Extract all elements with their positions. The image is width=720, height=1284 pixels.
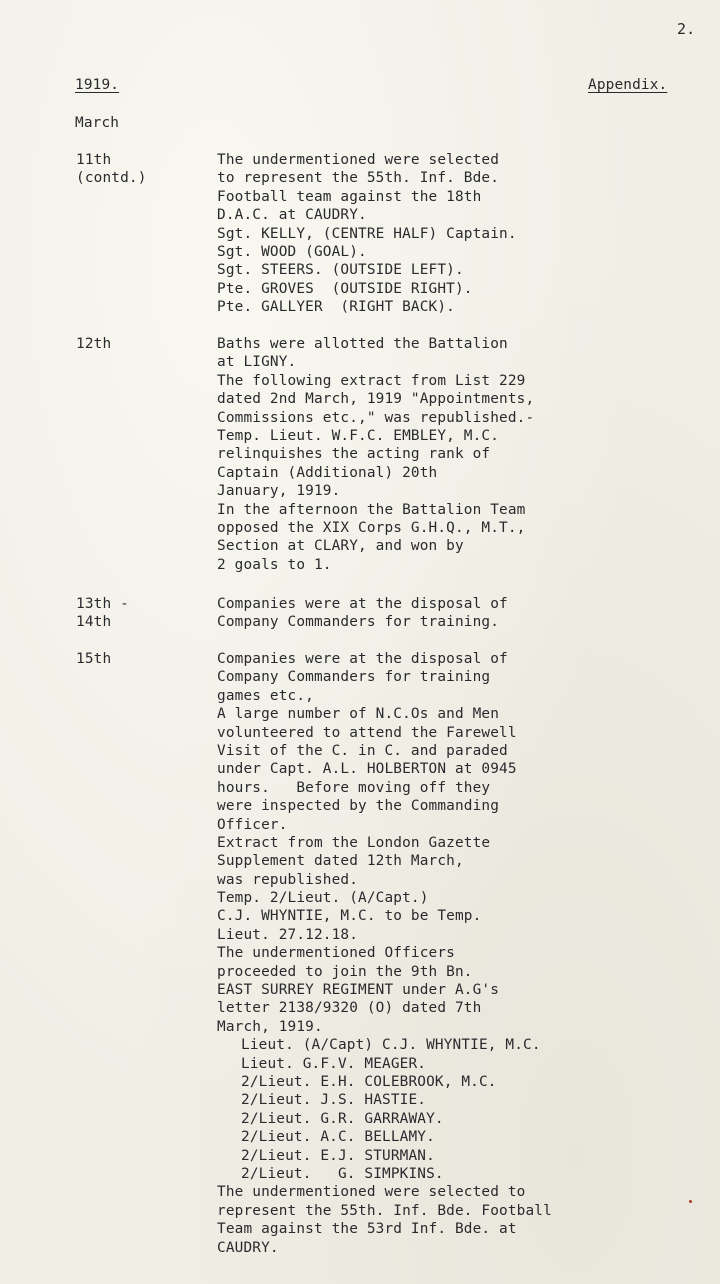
text-line: Section at CLARY, and won by <box>217 538 464 555</box>
text-line: EAST SURREY REGIMENT under A.G's <box>217 982 500 999</box>
text-line: Company Commanders for training. <box>217 614 500 631</box>
date-line: 14th <box>76 614 112 631</box>
text-line: Team against the 53rd Inf. Bde. at <box>217 1221 517 1238</box>
text-line: Commissions etc.," was republished.- <box>217 409 535 426</box>
text-line: The undermentioned Officers <box>217 945 455 962</box>
text-line: relinquishes the acting rank of <box>217 446 491 463</box>
text-line: Sgt. KELLY, (CENTRE HALF) Captain. <box>217 225 517 242</box>
entry-text <box>217 151 517 317</box>
text-line: dated 2nd March, 1919 "Appointments, <box>217 391 535 408</box>
officer-line: 2/Lieut. E.H. COLEBROOK, M.C. <box>241 1073 497 1090</box>
text-line: Companies were at the disposal of <box>217 651 508 667</box>
entry-date <box>76 650 111 668</box>
entry-text <box>217 335 534 574</box>
officer-line: Lieut. (A/Capt) C.J. WHYNTIE, M.C. <box>241 1037 541 1054</box>
text-line: Lieut. 27.12.18. <box>217 926 359 943</box>
text-line: March, 1919. <box>217 1018 323 1035</box>
text-line: letter 2138/9320 (O) dated 7th <box>217 1000 482 1017</box>
text-line: Sgt. STEERS. (OUTSIDE LEFT). <box>217 262 464 279</box>
text-line: proceeded to join the 9th Bn. <box>217 963 473 980</box>
text-line: Captain (Additional) 20th <box>217 464 438 481</box>
text-line: Temp. 2/Lieut. (A/Capt.) <box>217 890 429 907</box>
text-line: games etc., <box>217 687 314 704</box>
text-line: at LIGNY. <box>217 354 297 371</box>
appendix-heading: Appendix. <box>588 77 668 93</box>
officer-line: 2/Lieut. A.C. BELLAMY. <box>241 1129 435 1146</box>
text-line: Pte. GALLYER (RIGHT BACK). <box>217 299 455 316</box>
officer-line: Lieut. G.F.V. MEAGER. <box>241 1055 427 1072</box>
text-line: under Capt. A.L. HOLBERTON at 0945 <box>217 761 517 778</box>
date-line: (contd.) <box>76 170 147 187</box>
text-line: Supplement dated 12th March, <box>217 853 464 870</box>
entry-text <box>217 650 552 1257</box>
text-line: The following extract from List 229 <box>217 372 526 389</box>
page-number: 2. <box>677 20 696 38</box>
text-line: Baths were allotted the Battalion <box>217 336 508 352</box>
text-line: Sgt. WOOD (GOAL). <box>217 243 367 260</box>
text-line: Officer. <box>217 816 288 833</box>
officer-line: 2/Lieut. E.J. STURMAN. <box>241 1147 435 1164</box>
entry-date <box>76 595 129 632</box>
text-line: CAUDRY. <box>217 1239 279 1256</box>
officer-line: 2/Lieut. G.R. GARRAWAY. <box>241 1110 444 1127</box>
date-line: 13th - <box>76 596 129 612</box>
text-line: to represent the 55th. Inf. Bde. <box>217 170 500 187</box>
text-line: A large number of N.C.Os and Men <box>217 706 500 723</box>
date-line: 12th <box>76 336 112 352</box>
year-heading: 1919. <box>75 77 120 93</box>
text-line: In the afternoon the Battalion Team <box>217 501 526 518</box>
text-line: Visit of the C. in C. and paraded <box>217 742 508 759</box>
text-line: was republished. <box>217 871 359 888</box>
officer-line: 2/Lieut. J.S. HASTIE. <box>241 1092 427 1109</box>
date-line: 15th <box>76 651 112 667</box>
entry-text <box>217 595 508 632</box>
text-line: C.J. WHYNTIE, M.C. to be Temp. <box>217 908 482 925</box>
text-line: hours. Before moving off they <box>217 779 491 796</box>
month-heading: March <box>75 115 120 131</box>
text-line: represent the 55th. Inf. Bde. Football <box>217 1202 552 1219</box>
text-line: January, 1919. <box>217 483 341 500</box>
entry-date <box>76 151 147 188</box>
text-line: The undermentioned were selected to <box>217 1184 526 1201</box>
entry-date <box>76 335 111 353</box>
text-line: 2 goals to 1. <box>217 556 332 573</box>
text-line: volunteered to attend the Farewell <box>217 724 517 741</box>
ink-speck <box>689 1200 692 1203</box>
text-line: Companies were at the disposal of <box>217 596 508 612</box>
text-line: opposed the XIX Corps G.H.Q., M.T., <box>217 519 526 536</box>
text-line: D.A.C. at CAUDRY. <box>217 207 367 224</box>
text-line: The undermentioned were selected <box>217 152 500 168</box>
officer-line: 2/Lieut. G. SIMPKINS. <box>241 1165 444 1182</box>
text-line: Temp. Lieut. W.F.C. EMBLEY, M.C. <box>217 427 500 444</box>
text-line: Pte. GROVES (OUTSIDE RIGHT). <box>217 280 473 297</box>
text-line: Company Commanders for training <box>217 669 491 686</box>
date-line: 11th <box>76 152 112 168</box>
text-line: Football team against the 18th <box>217 188 482 205</box>
text-line: were inspected by the Commanding <box>217 798 500 815</box>
text-line: Extract from the London Gazette <box>217 834 491 851</box>
